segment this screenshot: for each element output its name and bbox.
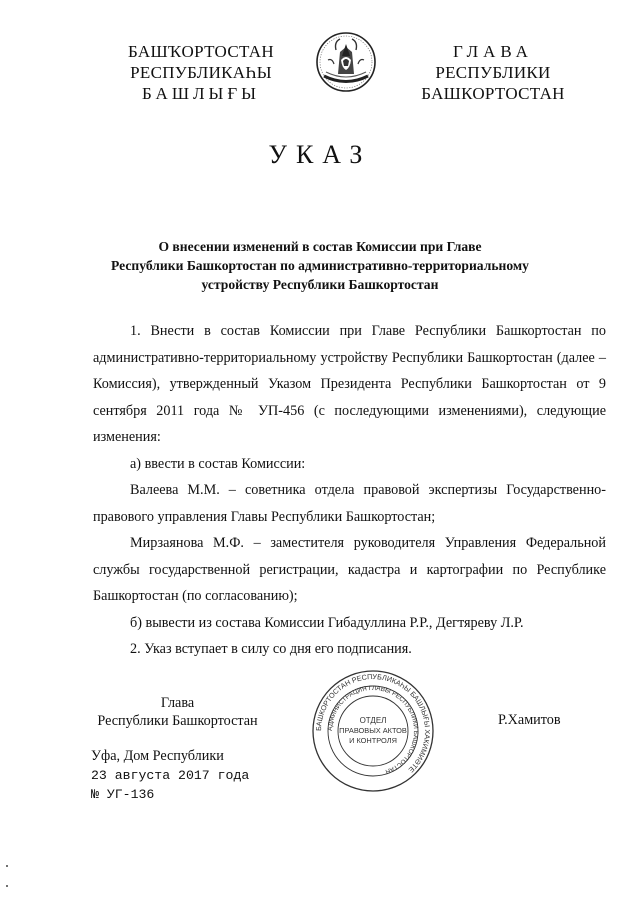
header-right-line-1: ГЛАВА [453, 42, 533, 61]
title-line-3: устройству Республики Башкортостан [201, 277, 439, 292]
place-line: Уфа, Дом Республики [91, 748, 224, 764]
paragraph-1: 1. Внести в состав Комиссии при Главе Республики Башкортостан по административно-территориальному устройству Республики Башкортостан (далее – Комиссия), утвержденный Указом Президента Республики Башкортостан от 9 сентября 2011 года № УП-456 (с последующими изменениями), следующие изменения: [93, 323, 606, 445]
header-left [96, 41, 306, 104]
header-right [400, 41, 586, 104]
stamp-center-line-1: ОТДЕЛ [359, 716, 387, 725]
header-right-line-2: РЕСПУБЛИКИ [435, 63, 551, 82]
document-type: УКАЗ [268, 140, 372, 169]
document-title [60, 237, 580, 294]
header-left-line-2: РЕСПУБЛИКАҺЫ [130, 63, 272, 82]
bashkortostan-emblem-icon [314, 30, 378, 94]
stamp-center-line-2: ПРАВОВЫХ АКТОВ [339, 726, 407, 735]
scan-speck [6, 865, 8, 867]
stamp-inner-text: АДМИНИСТРАЦИЯ ГЛАВЫ РЕСПУБЛИКИ БАШКОРТОСТАН [326, 684, 420, 775]
date-line: 23 августа 2017 года [91, 768, 250, 783]
stamp-center-line-3: И КОНТРОЛЯ [349, 736, 397, 745]
document-body [93, 318, 606, 663]
paragraph-5: б) вывести из состава Комиссии Гибадуллина Р.Р., Дегтяреву Л.Р. [130, 614, 524, 631]
paragraph-6: 2. Указ вступает в силу со дня его подписания. [130, 641, 412, 657]
paragraph-3: Валеева М.М. – советника отдела правовой экспертизы Государственно-правового управления Главы Республики Башкортостан; [93, 482, 606, 525]
header-left-line-3: БАШЛЫҒЫ [142, 84, 260, 103]
scan-speck [6, 885, 8, 887]
document-number: № УГ-136 [91, 787, 155, 802]
paragraph-4: Мирзаянова М.Ф. – заместителя руководителя Управления Федеральной службы государственной регистрации, кадастра и картографии по Республике Башкортостан (по согласованию); [93, 535, 606, 604]
paragraph-2: а) ввести в состав Комиссии: [130, 455, 306, 472]
title-line-2: Республики Башкортостан по административно-территориальному [111, 258, 529, 273]
signature-title-line-2: Республики Башкортостан [97, 713, 258, 729]
header-right-line-3: БАШКОРТОСТАН [421, 84, 565, 103]
signer-name: Р.Хамитов [498, 712, 561, 728]
official-stamp [310, 668, 436, 794]
stamp-outer-text: БАШКОРТОСТАН РЕСПУБЛИКАҺЫ БАШЛЫҒЫ ХАКИМИӘТЕ [313, 671, 433, 775]
header-left-line-1: БАШҠОРТОСТАН [128, 42, 274, 61]
signature-title-line-1: Глава [160, 695, 195, 711]
place-date-block [91, 747, 249, 804]
title-line-1: О внесении изменений в состав Комиссии при Главе [158, 239, 482, 254]
signature-title [90, 694, 265, 730]
